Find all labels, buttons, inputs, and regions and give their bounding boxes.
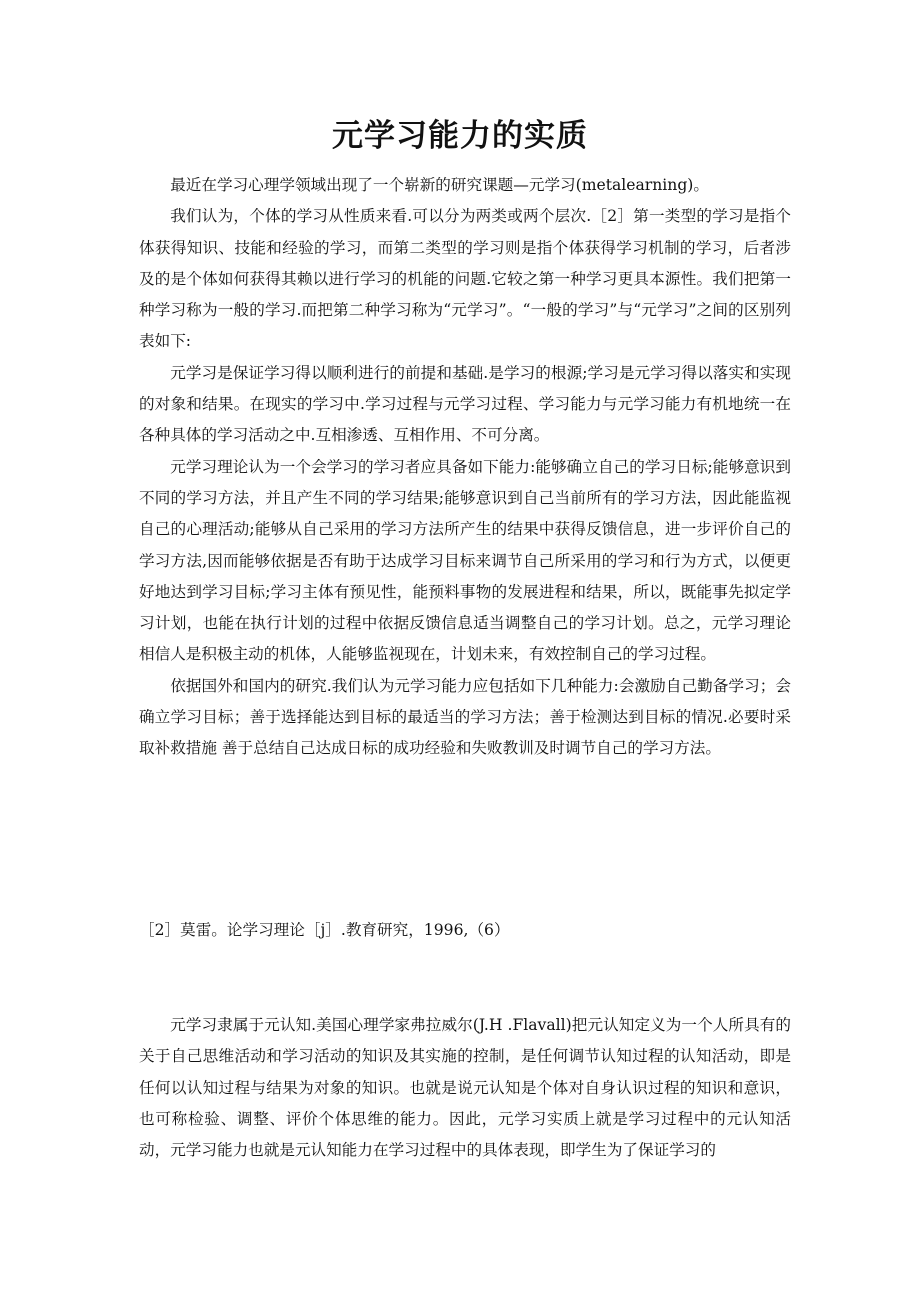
body-section-continued — [139, 1010, 791, 1166]
paragraph-learner-abilities: 元学习理论认为一个会学习的学习者应具备如下能力:能够确立自己的学习日标;能够意识到不同的学习方法，并且产生不同的学习结果;能够意识到自己当前所有的学习方法，因此能监视自己的心理活动;能够从自己采用的学习方法所产生的结果中获得反馈信息，进一步评价自己的学习方法,因而能够依据是否有助于达成学习目标来调节自己所采用的学习和行为方式，以便更好地达到学习目标;学习主体有预见性，能预料事物的发展进程和结果，所以，既能事先拟定学习计划，也能在执行计划的过程中依据反馈信息适当调整自己的学习计划。总之，元学习理论相信人是积极主动的机体，人能够监视现在，计划未来，有效控制自己的学习过程。 — [139, 457, 791, 664]
paragraph-relationship: 元学习是保证学习得以顺利进行的前提和基础.是学习的根源;学习是元学习得以落实和实现的对象和结果。在现实的学习中.学习过程与元学习过程、学习能力与元学习能力有机地统一在各种具体的学习活动之中.互相渗透、互相作用、不可分离。 — [139, 363, 791, 445]
paragraph-two-types-of-learning: 我们认为，个体的学习从性质来看.可以分为两类或两个层次.［2］第一类型的学习是指个体获得知识、技能和经验的学习，而第二类型的学习则是指个体获得学习机制的学习，后者涉及的是个体如何获得其赖以进行学习的机能的问题.它较之第一种学习更具本源性。我们把第一种学习称为一般的学习.而把第二种学习称为“元学习”。“一般的学习”与“元学习”之间的区别列表如下: — [139, 207, 791, 351]
body-section-main — [139, 170, 791, 765]
document-title: 元学习能力的实质 — [332, 118, 588, 154]
footnote-reference: ［2］莫雷。论学习理论［j］.教育研究，1996,（6） — [139, 921, 510, 939]
paragraph-metacognition: 元学习隶属于元认知.美国心理学家弗拉威尔(J.H .Flavall)把元认知定义为一个人所具有的关于自己思维活动和学习活动的知识及其实施的控制，是任何调节认知过程的认知活动，即是任何以认知过程与结果为对象的知识。也就是说元认知是个体对自身认识过程的知识和意识，也可称检验、调整、评价个体思维的能力。因此，元学习实质上就是学习过程中的元认知活动，元学习能力也就是元认知能力在学习过程中的具体表现，即学生为了保证学习的 — [139, 1016, 791, 1160]
paragraph-intro: 最近在学习心理学领域出现了一个崭新的研究课题—元学习(metalearning)。 — [170, 176, 709, 194]
paragraph-ability-components: 依据国外和国内的研究.我们认为元学习能力应包括如下几种能力:会激励自己勤备学习；会确立学习目标；善于选择能达到目标的最适当的学习方法；善于检测达到目标的情况.必要时采取补救措施 善于总结自己达成日标的成功经验和失败教训及时调节自己的学习方法。 — [139, 676, 791, 758]
